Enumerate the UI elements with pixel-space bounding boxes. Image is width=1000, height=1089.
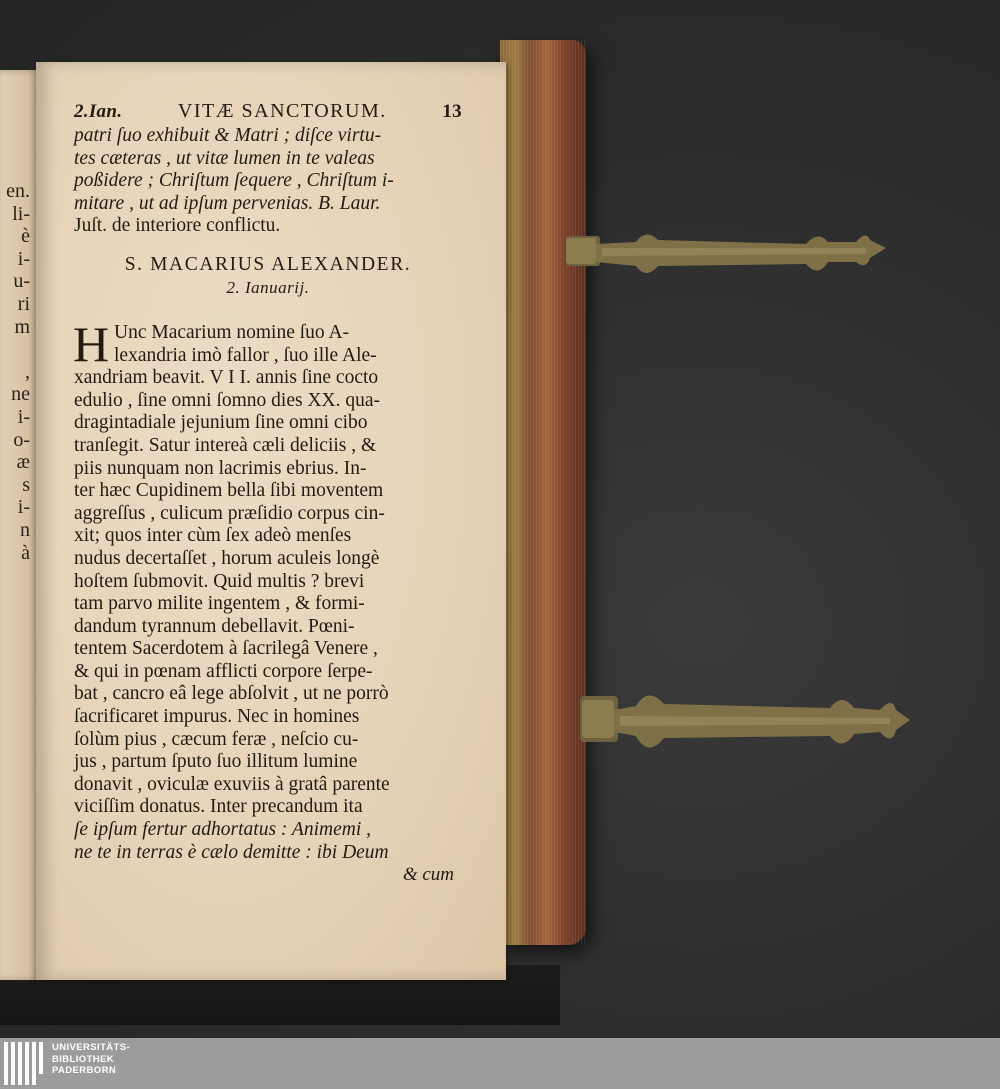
institution-name-line: PADERBORN: [52, 1065, 117, 1076]
body-line: ne te in terras è cælo demitte : ibi Deum: [74, 841, 389, 863]
section-date: 2. Ianuarij.: [226, 277, 310, 297]
body-line: aggreſſus , culicum præſidio corpus cin-: [74, 502, 385, 524]
intro-line: mitare , ut ad ipſum pervenias. B. Laur.: [74, 192, 381, 214]
previous-page-fragment: en.: [6, 180, 30, 202]
body-line: viciſſim donatus. Inter precandum ita: [74, 796, 363, 818]
page-number: 13: [442, 101, 462, 122]
institution-footer: [0, 1038, 1000, 1089]
intro-line: tes cæteras , ut vitæ lumen in te valeas: [74, 147, 375, 169]
previous-page-fragment: ne: [11, 383, 30, 406]
body-line: tam parvo milite ingentem , & formi-: [74, 593, 365, 615]
previous-page-fragment: i-: [17, 496, 30, 519]
running-head: [74, 100, 462, 123]
running-head-date: 2.Ian.: [74, 101, 123, 122]
previous-page-text-fragments: [0, 180, 30, 564]
book-page: [36, 62, 506, 980]
body-line: jus , partum ſputo ſuo illitum lumine: [74, 751, 358, 773]
body-line: dandum tyrannum debellavit. Pœni-: [74, 615, 355, 637]
body-line: lexandria imò fallor , ſuo ille Ale-: [114, 344, 377, 366]
previous-page-fragment: i-: [17, 405, 30, 428]
catchword: & cum: [402, 864, 454, 886]
body-line: piis nunquam non lacrimis ebrius. In-: [74, 457, 367, 479]
institution-name: [52, 1042, 130, 1077]
body-line: tranſegit. Satur intereà cæli deliciis , &: [74, 434, 377, 456]
body-line: nudus decertaſſet , horum aculeis longè: [74, 547, 380, 569]
previous-page-fragment: o-: [13, 428, 30, 451]
previous-page-fragment: u-: [13, 270, 30, 293]
brass-clasp-top: [566, 218, 886, 288]
institution-name-line: UNIVERSITÄTS-: [52, 1042, 131, 1053]
body-line: & qui in pœnam afflicti corpore ſerpe-: [74, 660, 373, 682]
body-line: xandriam beavit. V I I. annis ſine cocto: [74, 367, 379, 389]
body-line: tentem Sacerdotem à ſacrilegâ Venere ,: [74, 638, 378, 660]
book-fore-edge: [500, 40, 586, 945]
body-line: ſacrificaret impurus. Nec in homines: [74, 706, 360, 728]
intro-line: poßidere ; Chriſtum ſequere , Chriſtum i-: [74, 170, 394, 192]
body-line: ſolùm pius , cæcum feræ , neſcio cu-: [74, 728, 359, 750]
body-line: ter hæc Cupidinem bella ſibi moventem: [74, 480, 384, 502]
body-line: donavit , oviculæ exuviis à gratâ parente: [74, 773, 390, 795]
drop-cap: H: [73, 315, 110, 372]
body-line: xit; quos inter cùm ſex adeò menſes: [74, 525, 352, 547]
previous-page-fragment: [0, 338, 30, 361]
previous-page-fragment: ri: [17, 292, 30, 315]
previous-page-fragment: ,: [25, 360, 30, 383]
running-head-title: VITÆ SANCTORUM.: [177, 100, 387, 122]
page-text-block: [74, 100, 462, 886]
intro-line: Juſt. de interiore conflictu.: [74, 215, 281, 237]
body-line: dragintadiale jejunium ſine omni cibo: [74, 412, 368, 434]
body-line: bat , cancro eâ lege abſolvit , ut ne porrò: [74, 683, 389, 705]
library-logo-icon: [0, 1038, 48, 1089]
previous-page-fragment: æ: [16, 451, 30, 474]
institution-name-line: BIBLIOTHEK: [52, 1053, 115, 1065]
body-paragraph: [73, 315, 462, 864]
previous-page-fragment: à: [21, 541, 30, 564]
previous-page-edge: [0, 70, 40, 980]
previous-page-fragment: i-: [17, 247, 30, 270]
body-line: Unc Macarium nomine ſuo A-: [114, 321, 350, 343]
body-line: edulio , ſine omni ſomno dies XX. qua-: [74, 389, 381, 411]
section-title: S. MACARIUS ALEXANDER.: [124, 253, 412, 275]
intro-line: patri ſuo exhibuit & Matri ; diſce virtu-: [74, 125, 382, 146]
body-line: ſe ipſum fertur adhortatus : Animemi ,: [74, 819, 372, 841]
body-line: hoſtem ſubmovit. Quid multis ? brevi: [74, 570, 365, 592]
previous-page-fragment: è: [21, 225, 30, 248]
intro-paragraph: [74, 125, 462, 238]
previous-page-fragment: n: [20, 518, 30, 541]
previous-page-fragment: li-: [12, 202, 30, 225]
brass-clasp-bottom: [580, 676, 910, 766]
previous-page-fragment: s: [22, 473, 30, 496]
previous-page-fragment: m: [14, 315, 30, 338]
